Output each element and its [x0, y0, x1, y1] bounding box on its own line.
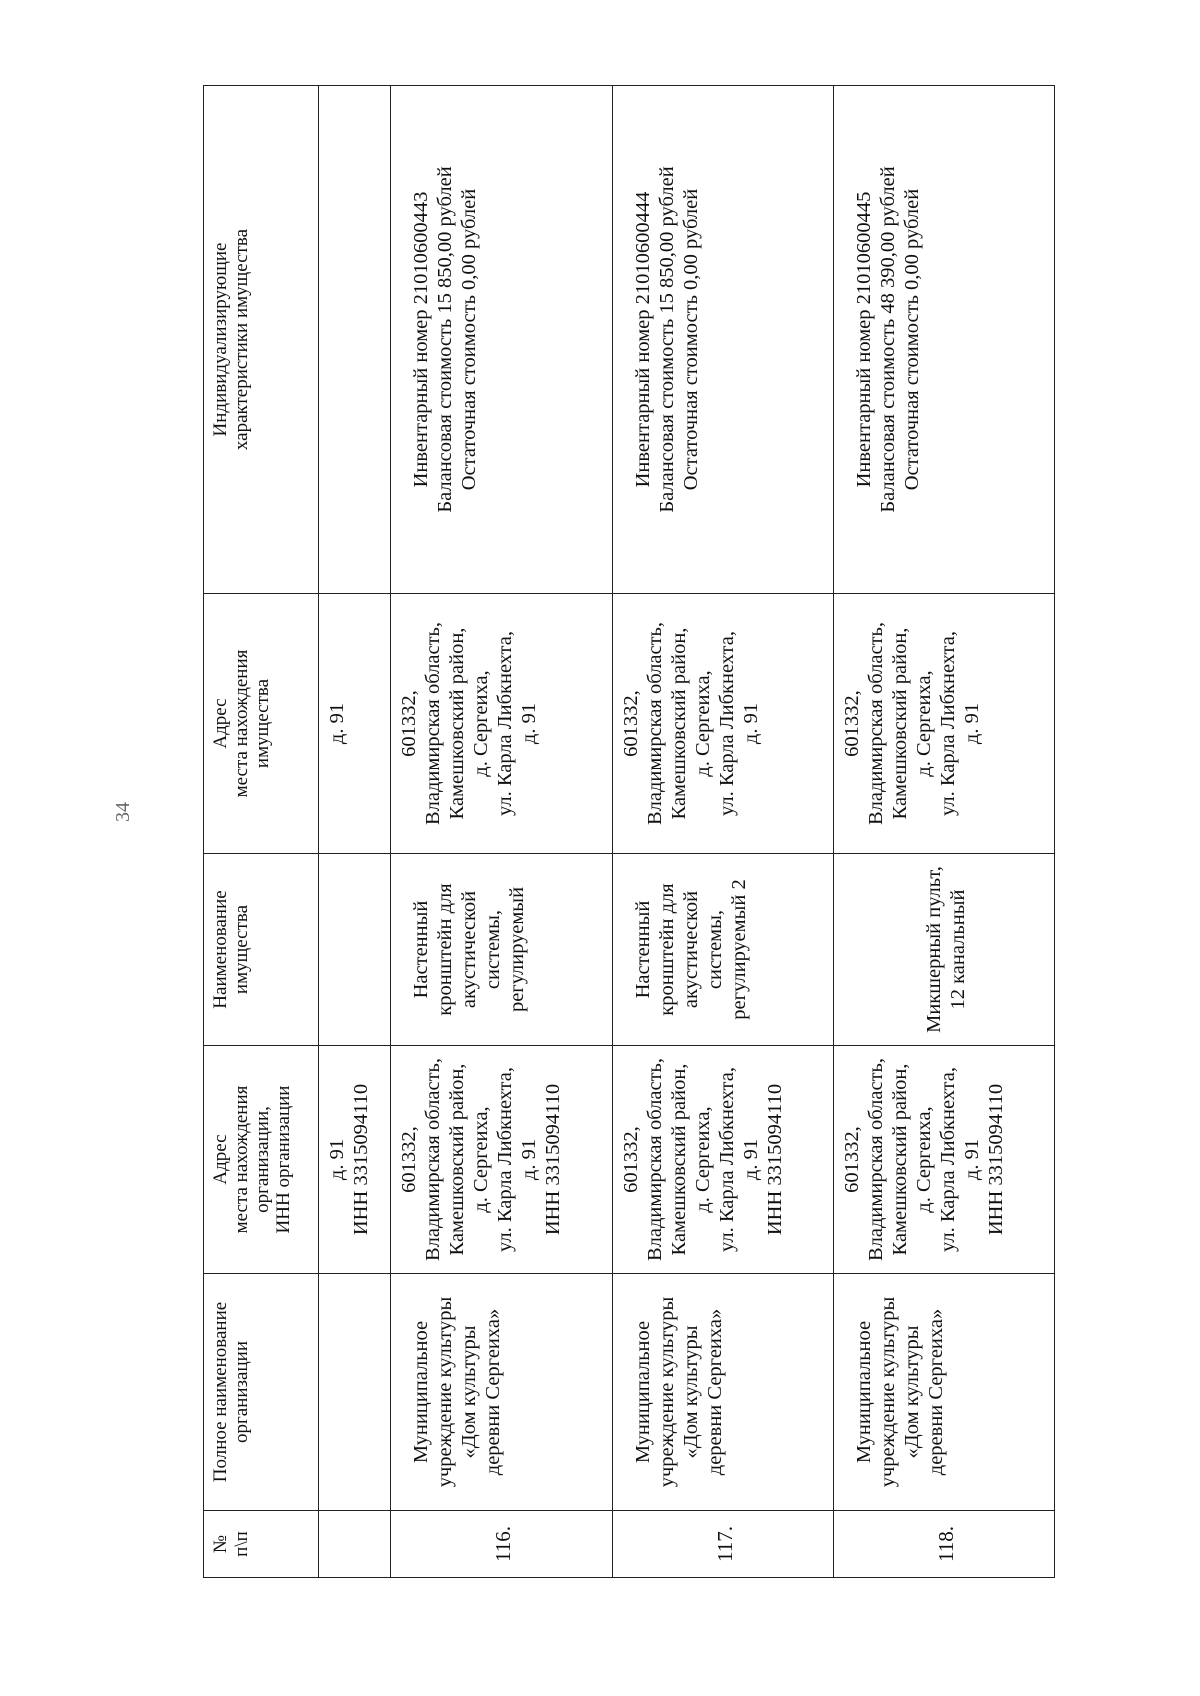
property-table-container — [203, 86, 1055, 1578]
row-org-address: 601332, Владимирская область, Камешковский район, д. Сергеиха, ул. Карла Либкнехта, д. 91 ИНН 3315094110 — [833, 1046, 1054, 1274]
row-org-name: Муниципальное учреждение культуры «Дом культуры деревни Сергеиха» — [391, 1274, 612, 1511]
row-number: 117. — [612, 1511, 833, 1578]
row-characteristics: Инвентарный номер 21010600443 Балансовая стоимость 15 850,00 рублей Остаточная стоимость 0,00 рублей — [391, 86, 612, 594]
row-item-address: 601332, Владимирская область, Камешковский район, д. Сергеиха, ул. Карла Либкнехта, д. 91 — [833, 594, 1054, 854]
page-number: 34 — [112, 802, 134, 822]
row-characteristics: Инвентарный номер 21010600445 Балансовая стоимость 48 390,00 рублей Остаточная стоимость 0,00 рублей — [833, 86, 1054, 594]
table-header-row — [204, 86, 319, 1578]
row-item-name: Микшерный пульт, 12 канальный — [833, 854, 1054, 1046]
cont-item-address: д. 91 — [319, 594, 391, 854]
row-characteristics: Инвентарный номер 21010600444 Балансовая стоимость 15 850,00 рублей Остаточная стоимость 0,00 рублей — [612, 86, 833, 594]
row-org-name: Муниципальное учреждение культуры «Дом культуры деревни Сергеиха» — [833, 1274, 1054, 1511]
row-org-address: 601332, Владимирская область, Камешковский район, д. Сергеиха, ул. Карла Либкнехта, д. 91 ИНН 3315094110 — [391, 1046, 612, 1274]
property-table — [203, 85, 1055, 1578]
cont-org-name — [319, 1274, 391, 1511]
row-item-name: Настенный кронштейн для акустической системы, регулируемый — [391, 854, 612, 1046]
table-row — [833, 86, 1054, 1578]
cont-org-address: д. 91 ИНН 3315094110 — [319, 1046, 391, 1274]
header-item-name: Наименование имущества — [204, 854, 319, 1046]
header-characteristics: Индивидуализирующие характеристики имущества — [204, 86, 319, 594]
table-row — [612, 86, 833, 1578]
continuation-row — [319, 86, 391, 1578]
row-item-address: 601332, Владимирская область, Камешковский район, д. Сергеиха, ул. Карла Либкнехта, д. 91 — [612, 594, 833, 854]
row-org-name: Муниципальное учреждение культуры «Дом культуры деревни Сергеиха» — [612, 1274, 833, 1511]
header-number: № п\п — [204, 1511, 319, 1578]
header-org-name: Полное наименование организации — [204, 1274, 319, 1511]
header-org-address: Адрес места нахождения организации, ИНН организации — [204, 1046, 319, 1274]
row-item-name: Настенный кронштейн для акустической системы, регулируемый 2 — [612, 854, 833, 1046]
row-org-address: 601332, Владимирская область, Камешковский район, д. Сергеиха, ул. Карла Либкнехта, д. 91 ИНН 3315094110 — [612, 1046, 833, 1274]
header-item-address: Адрес места нахождения имущества — [204, 594, 319, 854]
row-number: 116. — [391, 1511, 612, 1578]
cont-item-name — [319, 854, 391, 1046]
row-item-address: 601332, Владимирская область, Камешковский район, д. Сергеиха, ул. Карла Либкнехта, д. 91 — [391, 594, 612, 854]
table-row — [391, 86, 612, 1578]
cont-characteristics — [319, 86, 391, 594]
cont-number — [319, 1511, 391, 1578]
row-number: 118. — [833, 1511, 1054, 1578]
